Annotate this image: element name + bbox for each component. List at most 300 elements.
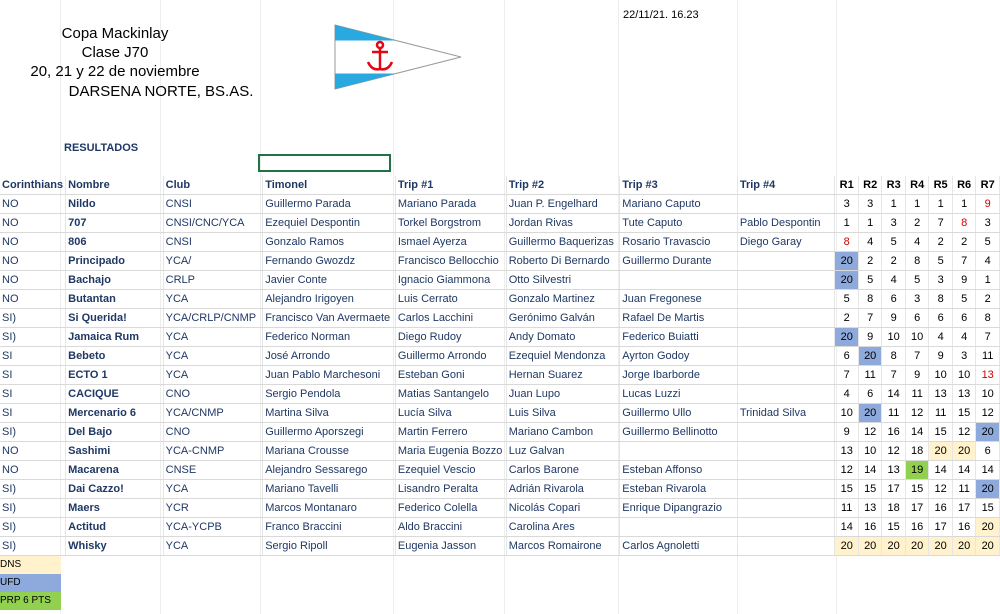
race-score-cell[interactable]: 20 [929, 537, 952, 556]
crew4-cell[interactable]: Pablo Despontin [737, 214, 835, 233]
crew3-cell[interactable]: Federico Buiatti [620, 328, 738, 347]
crew2-cell[interactable]: Carolina Ares [506, 518, 620, 537]
race-score-cell[interactable]: 10 [976, 385, 1000, 404]
boat-name-cell[interactable]: 806 [66, 233, 164, 252]
crew1-cell[interactable]: Matias Santangelo [395, 385, 506, 404]
table-row [0, 480, 1000, 499]
corinthians-cell[interactable]: SI [0, 404, 66, 423]
crew1-cell[interactable]: Esteban Goni [395, 366, 506, 385]
race-score-cell[interactable]: 9 [905, 366, 928, 385]
race-score-cell[interactable]: 8 [835, 233, 858, 252]
club-cell[interactable]: YCA [163, 537, 263, 556]
corinthians-cell[interactable]: SI [0, 347, 66, 366]
club-cell[interactable]: YCA/CRLP/CNMP [163, 309, 263, 328]
results-table [0, 176, 1000, 556]
crew1-cell[interactable]: Federico Colella [395, 499, 506, 518]
boat-name-cell[interactable]: Jamaica Rum [66, 328, 164, 347]
race-score-cell[interactable]: 20 [858, 404, 881, 423]
race-score-cell[interactable]: 1 [929, 195, 952, 214]
race-score-cell[interactable]: 15 [976, 499, 1000, 518]
race-score-cell[interactable]: 11 [835, 499, 858, 518]
race-score-cell[interactable]: 19 [905, 461, 928, 480]
crew3-cell[interactable] [620, 271, 738, 290]
corinthians-cell[interactable]: NO [0, 252, 66, 271]
race-score-cell[interactable]: 6 [835, 347, 858, 366]
corinthians-cell[interactable]: SI) [0, 518, 66, 537]
race-score-cell[interactable]: 10 [929, 366, 952, 385]
club-cell[interactable]: YCA/CNMP [163, 404, 263, 423]
corinthians-cell[interactable]: SI) [0, 499, 66, 518]
boat-name-cell[interactable]: Butantan [66, 290, 164, 309]
race-score-cell[interactable]: 7 [905, 347, 928, 366]
race-score-cell[interactable]: 16 [858, 518, 881, 537]
corinthians-cell[interactable]: NO [0, 290, 66, 309]
helmsman-cell[interactable]: Franco Braccini [263, 518, 396, 537]
corinthians-cell[interactable]: SI [0, 385, 66, 404]
race-score-cell[interactable]: 7 [976, 328, 1000, 347]
race-score-cell[interactable]: 15 [858, 480, 881, 499]
crew1-cell[interactable]: Maria Eugenia Bozzo [395, 442, 506, 461]
race-score-cell[interactable]: 12 [858, 423, 881, 442]
race-score-cell[interactable]: 8 [929, 290, 952, 309]
crew2-cell[interactable]: Guillermo Baquerizas [506, 233, 620, 252]
helmsman-cell[interactable]: Javier Conte [263, 271, 396, 290]
race-score-cell[interactable]: 11 [882, 404, 905, 423]
crew1-cell[interactable]: Ismael Ayerza [395, 233, 506, 252]
race-score-cell[interactable]: 13 [929, 385, 952, 404]
helmsman-cell[interactable]: Sergio Pendola [263, 385, 396, 404]
race-score-cell[interactable]: 14 [858, 461, 881, 480]
event-venue: DARSENA NORTE, BS.AS. [68, 83, 254, 100]
crew4-cell[interactable] [737, 366, 835, 385]
crew3-cell[interactable]: Guillermo Durante [620, 252, 738, 271]
race-score-cell[interactable]: 16 [929, 499, 952, 518]
race-score-cell[interactable]: 20 [882, 537, 905, 556]
crew3-cell[interactable] [620, 442, 738, 461]
race-score-cell[interactable]: 17 [905, 499, 928, 518]
race-score-cell[interactable]: 15 [835, 480, 858, 499]
boat-name-cell[interactable]: Del Bajo [66, 423, 164, 442]
crew2-cell[interactable]: Adrián Rivarola [506, 480, 620, 499]
race-score-cell[interactable]: 6 [952, 309, 975, 328]
crew4-cell[interactable] [737, 442, 835, 461]
boat-name-cell[interactable]: ECTO 1 [66, 366, 164, 385]
crew1-cell[interactable]: Guillermo Arrondo [395, 347, 506, 366]
race-score-cell[interactable]: 5 [952, 290, 975, 309]
club-cell[interactable]: CNSI [163, 233, 263, 252]
race-score-cell[interactable]: 4 [976, 252, 1000, 271]
race-score-cell[interactable]: 14 [835, 518, 858, 537]
boat-name-cell[interactable]: Mercenario 6 [66, 404, 164, 423]
crew4-cell[interactable] [737, 461, 835, 480]
race-score-cell[interactable]: 6 [858, 385, 881, 404]
race-score-cell[interactable]: 4 [835, 385, 858, 404]
race-score-cell[interactable]: 2 [882, 252, 905, 271]
race-score-cell[interactable]: 7 [882, 366, 905, 385]
race-score-cell[interactable]: 2 [952, 233, 975, 252]
race-score-cell[interactable]: 20 [976, 537, 1000, 556]
crew2-cell[interactable]: Marcos Romairone [506, 537, 620, 556]
crew3-cell[interactable]: Carlos Agnoletti [620, 537, 738, 556]
race-score-cell[interactable]: 7 [929, 214, 952, 233]
crew2-cell[interactable]: Roberto Di Bernardo [506, 252, 620, 271]
crew2-cell[interactable]: Nicolás Copari [506, 499, 620, 518]
club-cell[interactable]: CNO [163, 423, 263, 442]
race-score-cell[interactable]: 3 [882, 214, 905, 233]
race-score-cell[interactable]: 4 [858, 233, 881, 252]
crew4-cell[interactable] [737, 423, 835, 442]
crew2-cell[interactable]: Jordan Rivas [506, 214, 620, 233]
race-score-cell[interactable]: 12 [905, 404, 928, 423]
race-score-cell[interactable]: 1 [858, 214, 881, 233]
crew2-cell[interactable]: Luz Galvan [506, 442, 620, 461]
crew2-cell[interactable]: Hernan Suarez [506, 366, 620, 385]
race-score-cell[interactable]: 3 [952, 347, 975, 366]
race-score-cell[interactable]: 3 [905, 290, 928, 309]
crew1-cell[interactable]: Aldo Braccini [395, 518, 506, 537]
crew3-cell[interactable]: Tute Caputo [620, 214, 738, 233]
selected-cell[interactable] [258, 154, 391, 172]
corinthians-cell[interactable]: SI) [0, 423, 66, 442]
helmsman-cell[interactable]: Juan Pablo Marchesoni [263, 366, 396, 385]
race-score-cell[interactable]: 1 [905, 195, 928, 214]
race-score-cell[interactable]: 13 [858, 499, 881, 518]
race-score-cell[interactable]: 6 [905, 309, 928, 328]
race-score-cell[interactable]: 17 [882, 480, 905, 499]
race-score-cell[interactable]: 20 [835, 271, 858, 290]
race-score-cell[interactable]: 20 [858, 537, 881, 556]
helmsman-cell[interactable]: Federico Norman [263, 328, 396, 347]
crew4-cell[interactable] [737, 347, 835, 366]
race-score-cell[interactable]: 14 [976, 461, 1000, 480]
crew3-cell[interactable]: Guillermo Ullo [620, 404, 738, 423]
crew3-cell[interactable]: Juan Fregonese [620, 290, 738, 309]
column-header: Nombre [66, 176, 164, 195]
corinthians-cell[interactable]: SI) [0, 309, 66, 328]
club-cell[interactable]: CNO [163, 385, 263, 404]
race-score-cell[interactable]: 5 [976, 233, 1000, 252]
race-score-cell[interactable]: 9 [929, 347, 952, 366]
corinthians-cell[interactable]: NO [0, 233, 66, 252]
club-cell[interactable]: CRLP [163, 271, 263, 290]
boat-name-cell[interactable]: CACIQUE [66, 385, 164, 404]
race-score-cell[interactable]: 2 [835, 309, 858, 328]
club-cell[interactable]: YCA/ [163, 252, 263, 271]
helmsman-cell[interactable]: Guillermo Parada [263, 195, 396, 214]
crew2-cell[interactable]: Gonzalo Martinez [506, 290, 620, 309]
crew1-cell[interactable]: Mariano Parada [395, 195, 506, 214]
crew4-cell[interactable] [737, 499, 835, 518]
race-score-cell[interactable]: 1 [976, 271, 1000, 290]
boat-name-cell[interactable]: Whisky [66, 537, 164, 556]
column-header: Trip #4 [737, 176, 835, 195]
helmsman-cell[interactable]: Francisco Van Avermaete [263, 309, 396, 328]
race-score-cell[interactable]: 4 [905, 233, 928, 252]
crew2-cell[interactable]: Gerónimo Galván [506, 309, 620, 328]
race-score-cell[interactable]: 8 [976, 309, 1000, 328]
club-cell[interactable]: YCA [163, 290, 263, 309]
race-score-cell[interactable]: 7 [952, 252, 975, 271]
corinthians-cell[interactable]: NO [0, 214, 66, 233]
race-score-cell[interactable]: 5 [929, 252, 952, 271]
crew4-cell[interactable] [737, 271, 835, 290]
crew2-cell[interactable]: Ezequiel Mendonza [506, 347, 620, 366]
race-score-cell[interactable]: 18 [905, 442, 928, 461]
helmsman-cell[interactable]: Ezequiel Despontin [263, 214, 396, 233]
crew2-cell[interactable]: Carlos Barone [506, 461, 620, 480]
helmsman-cell[interactable]: Guillermo Aporszegi [263, 423, 396, 442]
crew1-cell[interactable]: Carlos Lacchini [395, 309, 506, 328]
race-score-cell[interactable]: 13 [835, 442, 858, 461]
crew3-cell[interactable]: Lucas Luzzi [620, 385, 738, 404]
crew3-cell[interactable]: Jorge Ibarborde [620, 366, 738, 385]
race-score-cell[interactable]: 11 [929, 404, 952, 423]
table-row [0, 233, 1000, 252]
race-score-cell[interactable]: 8 [858, 290, 881, 309]
race-score-cell[interactable]: 12 [976, 404, 1000, 423]
helmsman-cell[interactable]: Alejandro Sessarego [263, 461, 396, 480]
race-score-cell[interactable]: 7 [835, 366, 858, 385]
race-score-cell[interactable]: 8 [882, 347, 905, 366]
crew4-cell[interactable]: Trinidad Silva [737, 404, 835, 423]
crew4-cell[interactable] [737, 290, 835, 309]
table-row [0, 309, 1000, 328]
corinthians-cell[interactable]: SI) [0, 537, 66, 556]
helmsman-cell[interactable]: Sergio Ripoll [263, 537, 396, 556]
helmsman-cell[interactable]: Mariano Tavelli [263, 480, 396, 499]
race-score-cell[interactable]: 1 [952, 195, 975, 214]
race-score-cell[interactable]: 11 [858, 366, 881, 385]
race-score-cell[interactable]: 10 [952, 366, 975, 385]
club-cell[interactable]: CNSI/CNC/YCA [163, 214, 263, 233]
race-score-cell[interactable]: 20 [952, 537, 975, 556]
race-score-cell[interactable]: 15 [882, 518, 905, 537]
race-score-cell[interactable]: 16 [952, 518, 975, 537]
crew1-cell[interactable]: Francisco Bellocchio [395, 252, 506, 271]
race-score-cell[interactable]: 15 [905, 480, 928, 499]
crew2-cell[interactable]: Juan P. Engelhard [506, 195, 620, 214]
race-score-cell[interactable]: 4 [952, 328, 975, 347]
crew3-cell[interactable]: Esteban Affonso [620, 461, 738, 480]
race-score-cell[interactable]: 14 [882, 385, 905, 404]
race-score-cell[interactable]: 20 [976, 518, 1000, 537]
boat-name-cell[interactable]: Bachajo [66, 271, 164, 290]
race-score-cell[interactable]: 5 [835, 290, 858, 309]
crew2-cell[interactable]: Juan Lupo [506, 385, 620, 404]
club-cell[interactable]: CNSI [163, 195, 263, 214]
crew4-cell[interactable] [737, 518, 835, 537]
crew1-cell[interactable]: Luis Cerrato [395, 290, 506, 309]
column-header: Trip #3 [620, 176, 738, 195]
race-score-cell[interactable]: 4 [882, 271, 905, 290]
corinthians-cell[interactable]: NO [0, 271, 66, 290]
club-cell[interactable]: YCA [163, 480, 263, 499]
race-score-cell[interactable]: 8 [952, 214, 975, 233]
crew3-cell[interactable]: Rosario Travascio [620, 233, 738, 252]
race-score-cell[interactable]: 15 [929, 423, 952, 442]
boat-name-cell[interactable]: Maers [66, 499, 164, 518]
crew1-cell[interactable]: Ignacio Giammona [395, 271, 506, 290]
crew3-cell[interactable] [620, 518, 738, 537]
race-score-cell[interactable]: 9 [858, 328, 881, 347]
table-row [0, 347, 1000, 366]
club-cell[interactable]: YCR [163, 499, 263, 518]
club-cell[interactable]: YCA [163, 366, 263, 385]
race-score-cell[interactable]: 10 [835, 404, 858, 423]
race-score-cell[interactable]: 20 [835, 537, 858, 556]
race-score-cell[interactable]: 10 [858, 442, 881, 461]
race-score-cell[interactable]: 17 [952, 499, 975, 518]
boat-name-cell[interactable]: Actitud [66, 518, 164, 537]
race-score-cell[interactable]: 12 [952, 423, 975, 442]
race-score-cell[interactable]: 6 [976, 442, 1000, 461]
club-cell[interactable]: YCA [163, 328, 263, 347]
table-row [0, 404, 1000, 423]
corinthians-cell[interactable]: NO [0, 195, 66, 214]
crew4-cell[interactable] [737, 385, 835, 404]
crew4-cell[interactable] [737, 537, 835, 556]
race-score-cell[interactable]: 8 [905, 252, 928, 271]
race-score-cell[interactable]: 14 [905, 423, 928, 442]
crew3-cell[interactable]: Esteban Rivarola [620, 480, 738, 499]
boat-name-cell[interactable]: Principado [66, 252, 164, 271]
race-score-cell[interactable]: 16 [882, 423, 905, 442]
club-cell[interactable]: CNSE [163, 461, 263, 480]
race-score-cell[interactable]: 10 [882, 328, 905, 347]
race-score-cell[interactable]: 1 [882, 195, 905, 214]
race-score-cell[interactable]: 2 [976, 290, 1000, 309]
boat-name-cell[interactable]: Macarena [66, 461, 164, 480]
race-score-cell[interactable]: 20 [835, 252, 858, 271]
helmsman-cell[interactable]: Fernando Gwozdz [263, 252, 396, 271]
race-score-cell[interactable]: 20 [952, 442, 975, 461]
race-score-cell[interactable]: 9 [835, 423, 858, 442]
crew1-cell[interactable]: Lucía Silva [395, 404, 506, 423]
race-score-cell[interactable]: 5 [905, 271, 928, 290]
race-score-cell[interactable]: 20 [835, 328, 858, 347]
boat-name-cell[interactable]: 707 [66, 214, 164, 233]
crew4-cell[interactable] [737, 252, 835, 271]
crew4-cell[interactable] [737, 328, 835, 347]
race-score-cell[interactable]: 4 [929, 328, 952, 347]
race-score-cell[interactable]: 9 [882, 309, 905, 328]
race-score-cell[interactable]: 11 [905, 385, 928, 404]
race-score-cell[interactable]: 6 [929, 309, 952, 328]
crew2-cell[interactable]: Mariano Cambon [506, 423, 620, 442]
race-score-cell[interactable]: 10 [905, 328, 928, 347]
race-score-cell[interactable]: 2 [929, 233, 952, 252]
crew1-cell[interactable]: Torkel Borgstrom [395, 214, 506, 233]
race-score-cell[interactable]: 6 [882, 290, 905, 309]
helmsman-cell[interactable]: Martina Silva [263, 404, 396, 423]
race-score-cell[interactable]: 2 [858, 252, 881, 271]
race-score-cell[interactable]: 3 [929, 271, 952, 290]
crew3-cell[interactable]: Rafael De Martis [620, 309, 738, 328]
crew2-cell[interactable]: Luis Silva [506, 404, 620, 423]
race-score-cell[interactable]: 12 [882, 442, 905, 461]
crew3-cell[interactable]: Ayrton Godoy [620, 347, 738, 366]
corinthians-cell[interactable]: NO [0, 461, 66, 480]
helmsman-cell[interactable]: Alejandro Irigoyen [263, 290, 396, 309]
crew4-cell[interactable]: Diego Garay [737, 233, 835, 252]
helmsman-cell[interactable]: Mariana Crousse [263, 442, 396, 461]
race-score-cell[interactable]: 12 [929, 480, 952, 499]
crew1-cell[interactable]: Diego Rudoy [395, 328, 506, 347]
race-score-cell[interactable]: 3 [858, 195, 881, 214]
helmsman-cell[interactable]: Gonzalo Ramos [263, 233, 396, 252]
race-score-cell[interactable]: 14 [952, 461, 975, 480]
boat-name-cell[interactable]: Bebeto [66, 347, 164, 366]
race-score-cell[interactable]: 9 [952, 271, 975, 290]
race-score-cell[interactable]: 11 [952, 480, 975, 499]
race-score-cell[interactable]: 13 [952, 385, 975, 404]
corinthians-cell[interactable]: NO [0, 442, 66, 461]
corinthians-cell[interactable]: SI [0, 366, 66, 385]
boat-name-cell[interactable]: Si Querida! [66, 309, 164, 328]
crew3-cell[interactable]: Mariano Caputo [620, 195, 738, 214]
race-score-cell[interactable]: 20 [976, 480, 1000, 499]
race-score-cell[interactable]: 20 [929, 442, 952, 461]
race-score-cell[interactable]: 12 [835, 461, 858, 480]
crew2-cell[interactable]: Otto Silvestri [506, 271, 620, 290]
race-score-cell[interactable]: 18 [882, 499, 905, 518]
race-score-cell[interactable]: 5 [882, 233, 905, 252]
crew3-cell[interactable]: Guillermo Bellinotto [620, 423, 738, 442]
race-score-cell[interactable]: 3 [835, 195, 858, 214]
race-score-cell[interactable]: 16 [905, 518, 928, 537]
race-score-cell[interactable]: 11 [976, 347, 1000, 366]
race-score-cell[interactable]: 14 [929, 461, 952, 480]
column-header: Timonel [263, 176, 396, 195]
club-cell[interactable]: YCA-YCPB [163, 518, 263, 537]
header-row [0, 176, 1000, 195]
crew1-cell[interactable]: Eugenia Jasson [395, 537, 506, 556]
crew1-cell[interactable]: Ezequiel Vescio [395, 461, 506, 480]
helmsman-cell[interactable]: José Arrondo [263, 347, 396, 366]
race-score-cell[interactable]: 13 [976, 366, 1000, 385]
corinthians-cell[interactable]: SI) [0, 328, 66, 347]
race-score-cell[interactable]: 5 [858, 271, 881, 290]
race-score-cell[interactable]: 2 [905, 214, 928, 233]
column-header: R3 [882, 176, 905, 195]
crew4-cell[interactable] [737, 195, 835, 214]
crew2-cell[interactable]: Andy Domato [506, 328, 620, 347]
crew3-cell[interactable]: Enrique Dipangrazio [620, 499, 738, 518]
boat-name-cell[interactable]: Nildo [66, 195, 164, 214]
race-score-cell[interactable]: 20 [976, 423, 1000, 442]
race-score-cell[interactable]: 9 [976, 195, 1000, 214]
boat-name-cell[interactable]: Sashimi [66, 442, 164, 461]
race-score-cell[interactable]: 20 [905, 537, 928, 556]
club-cell[interactable]: YCA [163, 347, 263, 366]
race-score-cell[interactable]: 20 [858, 347, 881, 366]
race-score-cell[interactable]: 1 [835, 214, 858, 233]
race-score-cell[interactable]: 17 [929, 518, 952, 537]
boat-name-cell[interactable]: Dai Cazzo! [66, 480, 164, 499]
helmsman-cell[interactable]: Marcos Montanaro [263, 499, 396, 518]
column-header: Trip #2 [506, 176, 620, 195]
race-score-cell[interactable]: 7 [858, 309, 881, 328]
crew1-cell[interactable]: Lisandro Peralta [395, 480, 506, 499]
race-score-cell[interactable]: 15 [952, 404, 975, 423]
race-score-cell[interactable]: 3 [976, 214, 1000, 233]
corinthians-cell[interactable]: SI) [0, 480, 66, 499]
club-cell[interactable]: YCA-CNMP [163, 442, 263, 461]
crew4-cell[interactable] [737, 480, 835, 499]
crew1-cell[interactable]: Martin Ferrero [395, 423, 506, 442]
race-score-cell[interactable]: 13 [882, 461, 905, 480]
crew4-cell[interactable] [737, 309, 835, 328]
